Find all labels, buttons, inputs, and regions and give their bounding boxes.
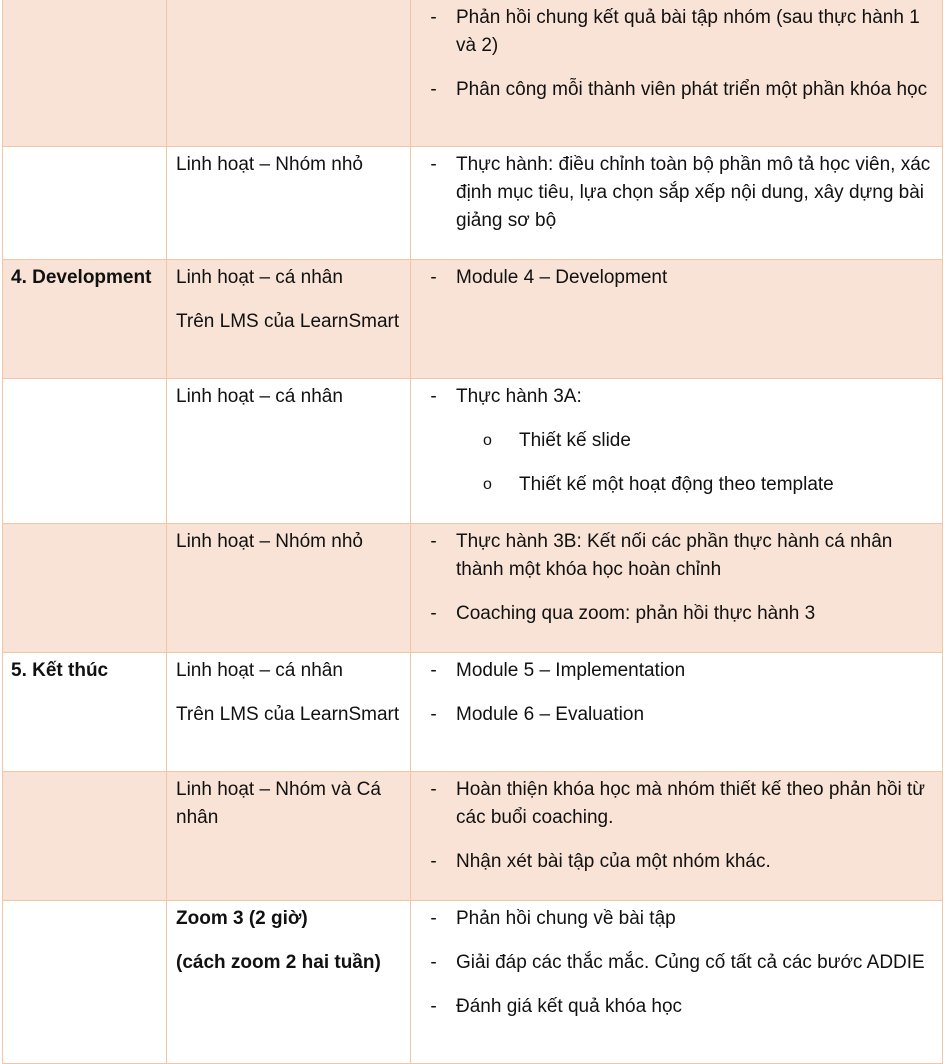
activity-text: Module 6 – Evaluation [456, 704, 645, 725]
dash-bullet-icon: - [430, 531, 437, 552]
format-label: Linh hoạt – Nhóm và Cá nhân [176, 779, 381, 828]
phase-label: 4. Development [11, 267, 152, 288]
activity-text: Thực hành: điều chỉnh toàn bộ phần mô tả học viên, xác định mục tiêu, lựa chọn sắp xếp nội dung, xây dựng bài giảng sơ bộ [456, 154, 931, 231]
activity-text: Phản hồi chung về bài tập [456, 908, 676, 929]
table-row [3, 0, 943, 147]
phase-cell [3, 901, 167, 1064]
activity-item [411, 949, 934, 977]
dash-bullet-icon: - [430, 154, 437, 175]
table-row [3, 772, 943, 901]
activity-text: Đánh giá kết quả khóa học [456, 996, 683, 1017]
activities-cell [411, 379, 943, 524]
table-row [3, 901, 943, 1064]
activity-text: Nhận xét bài tập của một nhóm khác. [456, 851, 771, 872]
format-label: Trên LMS của LearnSmart [176, 704, 400, 725]
format-cell [167, 772, 411, 901]
dash-bullet-icon: - [430, 779, 437, 800]
activity-item [411, 776, 934, 832]
activity-text: Phân công mỗi thành viên phát triển một phần khóa học [456, 79, 928, 100]
dash-bullet-icon: - [430, 267, 437, 288]
activity-item [411, 264, 934, 292]
phase-cell [3, 260, 167, 379]
activities-cell [411, 260, 943, 379]
phase-cell [3, 524, 167, 653]
activity-text: Giải đáp các thắc mắc. Củng cố tất cả các bước ADDIE [456, 952, 925, 973]
format-cell [167, 379, 411, 524]
dash-bullet-icon: - [430, 603, 437, 624]
sub-activity-item [411, 471, 934, 499]
activities-cell [411, 772, 943, 901]
activity-item [411, 4, 934, 60]
activity-item [411, 993, 934, 1021]
dash-bullet-icon: - [430, 660, 437, 681]
schedule-table [2, 0, 943, 1064]
dash-bullet-icon: - [430, 704, 437, 725]
activities-cell [411, 524, 943, 653]
format-label: Trên LMS của LearnSmart [176, 311, 400, 332]
dash-bullet-icon: - [430, 996, 437, 1017]
format-cell [167, 901, 411, 1064]
table-row [3, 379, 943, 524]
format-cell [167, 0, 411, 147]
table-row [3, 147, 943, 260]
format-cell [167, 147, 411, 260]
format-label: Linh hoạt – cá nhân [176, 386, 343, 407]
format-cell [167, 260, 411, 379]
format-label: Linh hoạt – Nhóm nhỏ [176, 154, 363, 175]
activity-text: Coaching qua zoom: phản hồi thực hành 3 [456, 603, 816, 624]
table-row [3, 260, 943, 379]
dash-bullet-icon: - [430, 851, 437, 872]
format-label: Zoom 3 (2 giờ) [176, 908, 308, 929]
activity-text: Thực hành 3A: [456, 386, 582, 407]
sub-activity-text: Thiết kế một hoạt động theo template [519, 474, 834, 495]
format-label: Linh hoạt – Nhóm nhỏ [176, 531, 363, 552]
phase-cell [3, 0, 167, 147]
dash-bullet-icon: - [430, 952, 437, 973]
activity-item [411, 383, 934, 411]
activity-text: Phản hồi chung kết quả bài tập nhóm (sau thực hành 1 và 2) [456, 7, 920, 56]
table-row [3, 653, 943, 772]
dash-bullet-icon: - [430, 7, 437, 28]
phase-label [3, 0, 166, 4]
phase-cell [3, 379, 167, 524]
phase-label [3, 901, 166, 905]
dash-bullet-icon: - [430, 908, 437, 929]
activity-text: Module 5 – Implementation [456, 660, 686, 681]
sub-activity-item [411, 427, 934, 455]
activity-item [411, 848, 934, 876]
format-label: Linh hoạt – cá nhân [176, 660, 343, 681]
table-row [3, 524, 943, 653]
activity-text: Thực hành 3B: Kết nối các phần thực hành cá nhân thành một khóa học hoàn chỉnh [456, 531, 893, 580]
dash-bullet-icon: - [430, 386, 437, 407]
phase-label [3, 524, 166, 528]
phase-label [3, 379, 166, 383]
phase-cell [3, 772, 167, 901]
circle-bullet-icon: o [483, 432, 492, 449]
phase-label: 5. Kết thúc [11, 660, 109, 681]
format-cell [167, 524, 411, 653]
activity-item [411, 657, 934, 685]
phase-cell [3, 653, 167, 772]
phase-label [3, 147, 166, 151]
activity-item [411, 701, 934, 729]
dash-bullet-icon: - [430, 79, 437, 100]
format-cell [167, 653, 411, 772]
activity-item [411, 528, 934, 584]
activity-item [411, 151, 934, 235]
phase-cell [3, 147, 167, 260]
phase-label [3, 772, 166, 776]
format-label: (cách zoom 2 hai tuần) [176, 952, 381, 973]
activities-cell [411, 901, 943, 1064]
activity-text: Hoàn thiện khóa học mà nhóm thiết kế theo phản hồi từ các buổi coaching. [456, 779, 926, 828]
activity-text: Module 4 – Development [456, 267, 668, 288]
activity-item [411, 905, 934, 933]
format-label: Linh hoạt – cá nhân [176, 267, 343, 288]
activities-cell [411, 0, 943, 147]
activity-item [411, 76, 934, 104]
activity-item [411, 600, 934, 628]
circle-bullet-icon: o [483, 476, 492, 493]
activities-cell [411, 653, 943, 772]
activities-cell [411, 147, 943, 260]
sub-activity-text: Thiết kế slide [519, 430, 631, 451]
